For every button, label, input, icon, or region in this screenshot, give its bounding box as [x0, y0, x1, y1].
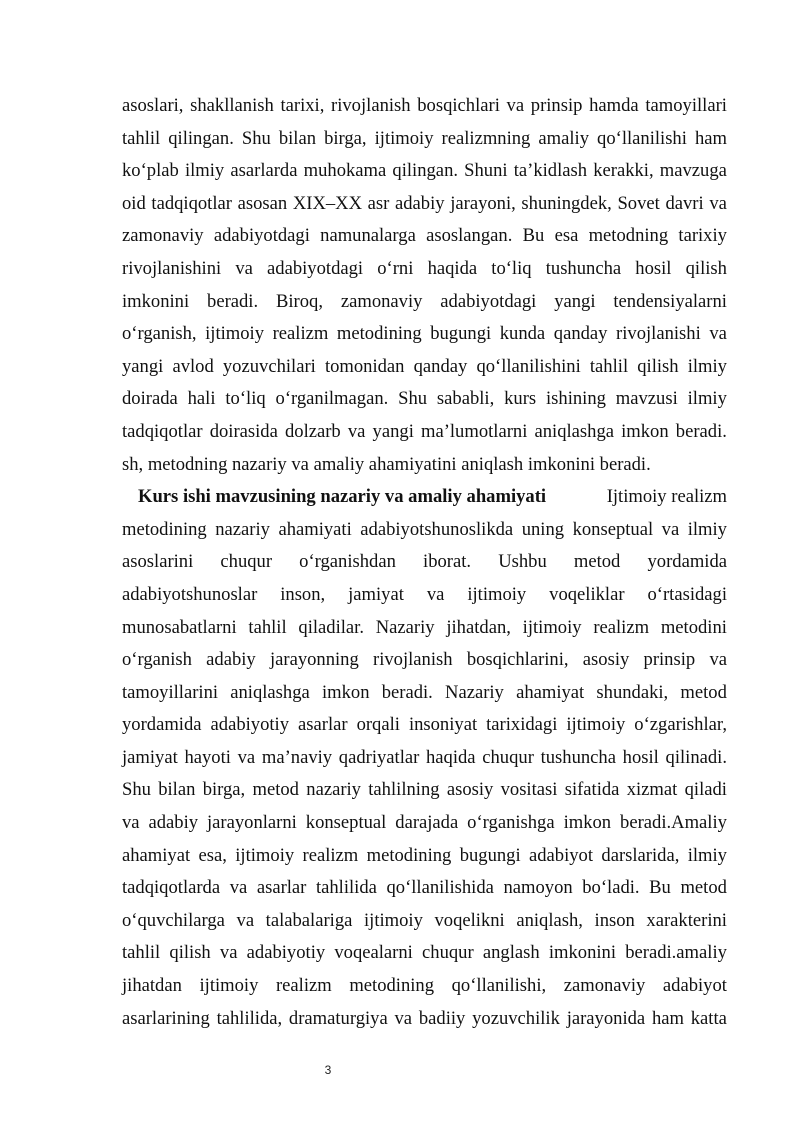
word: XIX–XX: [292, 192, 363, 214]
word: ahamiyati: [278, 518, 352, 540]
word: ilmiy: [687, 388, 727, 410]
word: ijtimoiy: [467, 583, 527, 605]
word: tomonidan: [324, 355, 405, 377]
word: va: [237, 746, 256, 768]
word: ma’naviy: [261, 746, 333, 768]
word: namoyon: [503, 877, 573, 899]
word: qilish: [637, 355, 679, 377]
word: tadqiqotlar: [122, 420, 203, 442]
word: tarixiy: [678, 225, 727, 247]
word: shundaki,: [596, 681, 669, 703]
text-line: [122, 709, 727, 742]
word: chuqur: [482, 746, 534, 768]
word: o‘rganish,: [122, 323, 197, 345]
word: ham: [651, 1007, 684, 1029]
word: shakllanish: [190, 95, 274, 116]
word: metod: [680, 681, 727, 703]
text-line: sh, metodning nazariy va amaliy ahamiyatini aniqlash imkonini beradi.: [122, 453, 651, 475]
word: o‘rganish: [122, 649, 192, 671]
word: Shu: [122, 779, 151, 801]
word: hosil: [622, 746, 659, 768]
text-line: [122, 840, 727, 873]
word: yordamida: [647, 551, 727, 573]
word: aniqlash,: [516, 909, 583, 931]
word: o‘rganilmagan.: [275, 388, 389, 410]
word: realizm: [302, 844, 359, 866]
text-line: [122, 253, 727, 286]
word: jihatdan: [122, 975, 182, 997]
word: ijtimoiy: [363, 909, 423, 931]
word: qanday: [553, 323, 608, 345]
word: asoslari,: [122, 95, 184, 116]
word: chuqur: [220, 551, 273, 573]
word: jamiyat: [348, 583, 404, 605]
word: katta: [690, 1007, 727, 1029]
word: asarlar: [298, 714, 348, 736]
text-line: [122, 937, 727, 970]
word: adabiyotshunoslikda: [360, 518, 514, 540]
text-line: [122, 351, 727, 384]
word: va: [709, 649, 727, 671]
text-line: [122, 514, 727, 547]
word: metodini: [660, 616, 727, 638]
text-line: [122, 774, 727, 807]
word: o‘rni: [377, 257, 414, 279]
word: shuningdek,: [521, 192, 612, 214]
word: adabiyotiy: [246, 942, 326, 964]
word: va: [219, 942, 238, 964]
word: munosabatlarni: [122, 616, 237, 638]
text-line: [122, 155, 727, 188]
word: nazariy: [215, 518, 270, 540]
word: qilingan.: [168, 127, 234, 149]
word: adabiyotdagi: [440, 290, 537, 312]
word: bugungi: [430, 323, 492, 345]
word: adabiy: [148, 812, 199, 834]
word: metod: [573, 551, 621, 573]
word: sifatida: [564, 779, 620, 801]
word: haqida: [426, 746, 476, 768]
word: realizm: [272, 323, 329, 345]
word: ahamiyat: [122, 844, 191, 866]
word: talabalariga: [265, 909, 353, 931]
word: metodining: [349, 975, 435, 997]
word: hali: [187, 388, 216, 410]
word: tahlil: [122, 942, 161, 964]
word: Nazariy: [445, 681, 504, 703]
word: realizm: [593, 616, 650, 638]
word: asosiy: [446, 779, 494, 801]
word: nazariy: [306, 779, 361, 801]
word: hamda: [589, 95, 639, 116]
paragraph: [122, 90, 727, 481]
word: yozuvchilik: [472, 1007, 560, 1029]
word: xizmat: [626, 779, 678, 801]
text-line: [122, 546, 727, 579]
word: ijtimoiy: [566, 714, 626, 736]
word: asr: [367, 192, 390, 214]
word: qilish: [169, 942, 211, 964]
text-line: [122, 286, 727, 319]
word: beradi.: [207, 290, 259, 312]
word: darslarida,: [601, 844, 680, 866]
word: ilmiy: [687, 844, 727, 866]
word: imkon: [321, 681, 370, 703]
section-heading: Kurs ishi mavzusining nazariy va amaliy ahamiyati: [138, 486, 547, 508]
word: muhokama: [303, 160, 387, 182]
word: ko‘plab: [122, 160, 179, 182]
text-line: [122, 220, 727, 253]
text-line: [122, 612, 727, 645]
word: amaliy: [538, 127, 589, 149]
word: imkonini: [548, 942, 617, 964]
word: tarixi,: [280, 95, 325, 116]
word: dramaturgiya: [288, 1007, 388, 1029]
text-line: [122, 318, 727, 351]
word: yordamida: [122, 714, 202, 736]
word: prinsip: [643, 649, 696, 671]
word: bo‘ladi.: [582, 877, 640, 899]
word: yangi: [372, 420, 414, 442]
word: iborat.: [423, 551, 472, 573]
word: adabiyot: [529, 844, 594, 866]
word: jamiyat: [122, 746, 178, 768]
word: qo‘llanilishida: [386, 877, 494, 899]
word: tahlilida: [315, 877, 377, 899]
word: va: [394, 1007, 413, 1029]
word: beradi.amaliy: [625, 942, 727, 964]
word: adabiyotiy: [210, 714, 290, 736]
word: Nazariy: [375, 616, 435, 638]
word: bosqichlari: [417, 95, 500, 116]
word: ijtimoiy: [199, 975, 259, 997]
word: ishining: [546, 388, 606, 410]
word: haqida: [427, 257, 478, 279]
word: metod: [252, 779, 299, 801]
word: Shu: [241, 127, 271, 149]
word: metodining: [336, 323, 422, 345]
word: o‘zgarishlar,: [634, 714, 727, 736]
text-line: [122, 644, 727, 677]
word: namunalarga: [320, 225, 416, 247]
text-line: [122, 872, 727, 905]
word: konseptual: [305, 812, 387, 834]
word: qiladi: [684, 779, 727, 801]
text-line: [122, 905, 727, 938]
heading-line: [122, 481, 727, 514]
word: realizm: [275, 975, 332, 997]
word: prinsip: [530, 95, 583, 116]
word: zamonaviy: [122, 225, 204, 247]
word: imkon: [563, 812, 612, 834]
word: va: [506, 95, 525, 116]
word: va: [236, 909, 255, 931]
word: Shuni: [464, 160, 508, 182]
word: hayoti: [184, 746, 231, 768]
word: anglash: [482, 942, 540, 964]
word: qo‘llanilishi: [597, 127, 687, 149]
word: adabiyotdagi: [213, 225, 310, 247]
text-line: [122, 123, 727, 156]
word: ahamiyat: [516, 681, 585, 703]
text-line: [122, 416, 727, 449]
word: avlod: [172, 355, 214, 377]
word: davri: [665, 192, 704, 214]
word: badiiy: [418, 1007, 466, 1029]
word: zamonaviy: [563, 975, 646, 997]
word: asarlar: [256, 877, 307, 899]
word: hosil: [635, 257, 672, 279]
word: sababli,: [436, 388, 495, 410]
word: realizmning: [441, 127, 531, 149]
word: qo‘llanilishini: [476, 355, 581, 377]
word: tahlilning: [368, 779, 440, 801]
page-number: 3: [324, 1063, 332, 1077]
word: tadqiqotlarda: [122, 877, 221, 899]
word: doirasida: [209, 420, 278, 442]
word: voqealarni: [334, 942, 413, 964]
word: yangi: [554, 290, 596, 312]
word: ijtimoiy: [235, 844, 295, 866]
word: jarayonida: [566, 1007, 646, 1029]
word: va: [235, 257, 253, 279]
word: adabiyotshunoslar: [122, 583, 258, 605]
word: Sovet: [617, 192, 660, 214]
word: metodining: [122, 518, 207, 540]
word: rivojlanishini: [122, 257, 222, 279]
word: ijtimoiy: [374, 127, 434, 149]
word: Shu: [398, 388, 428, 410]
text-line: [122, 677, 727, 710]
word: va: [709, 323, 727, 345]
word: adabiy: [395, 192, 445, 214]
text-line: [122, 90, 727, 123]
paragraph: [122, 514, 727, 1036]
word: qadriyatlar: [338, 746, 420, 768]
word: tadqiqotlar: [151, 192, 232, 214]
word: jarayonlarni: [207, 812, 297, 834]
word: metod: [680, 877, 727, 899]
word: doirada: [122, 388, 178, 410]
word: jihatdan,: [446, 616, 511, 638]
word: tahlil: [248, 616, 287, 638]
word: imkonini: [122, 290, 190, 312]
document-body: [122, 90, 727, 1035]
word: va: [661, 518, 680, 540]
word: aniqlashga: [230, 681, 310, 703]
word: ta’kidlash: [513, 160, 588, 182]
word: birga,: [324, 127, 367, 149]
word: qilinadi.: [665, 746, 727, 768]
word: tushuncha: [545, 257, 622, 279]
word: jarayonning: [269, 649, 359, 671]
word: xarakterini: [646, 909, 727, 931]
text-line: [122, 383, 727, 416]
word: o‘rganishga: [467, 812, 555, 834]
word: birga,: [202, 779, 246, 801]
word: ijtimoiy: [522, 616, 582, 638]
word: bilan: [158, 779, 196, 801]
word: voqelikni: [434, 909, 505, 931]
text-line: [122, 188, 727, 221]
word: konseptual: [572, 518, 654, 540]
word: mavzusi: [615, 388, 678, 410]
text-line: [122, 742, 727, 775]
word: ma’lumotlarni: [420, 420, 528, 442]
word: tarixidagi: [486, 714, 558, 736]
word: Biroq,: [275, 290, 323, 312]
word: voqeliklar: [549, 583, 625, 605]
word: rivojlanish: [373, 649, 453, 671]
word: asarlarda: [230, 160, 298, 182]
word: tahlilida,: [216, 1007, 283, 1029]
word: oid: [122, 192, 146, 214]
word: kunda: [499, 323, 546, 345]
word: bilan: [278, 127, 317, 149]
word: insoniyat: [408, 714, 478, 736]
word: rivojlanishi: [616, 323, 701, 345]
word: va: [347, 420, 366, 442]
word: tamoyillari: [645, 95, 727, 116]
word: vositasi: [500, 779, 558, 801]
word: to‘liq: [491, 257, 532, 279]
word: to‘liq: [225, 388, 266, 410]
word: tushuncha: [540, 746, 616, 768]
word: asoslarini: [122, 551, 194, 573]
word: asosan: [237, 192, 288, 214]
word: metodning: [588, 225, 669, 247]
word: darajada: [395, 812, 459, 834]
word: imkon: [621, 420, 669, 442]
text-line: [122, 579, 727, 612]
heading-continuation: Ijtimoiy realizm: [606, 486, 727, 508]
word: Bu: [649, 877, 671, 899]
word: uning: [521, 518, 565, 540]
word: o‘rganishdan: [299, 551, 396, 573]
text-line: [122, 970, 727, 1003]
word: kerakki,: [593, 160, 654, 182]
word: ham: [694, 127, 727, 149]
word: beradi.: [675, 420, 727, 442]
word: qilingan.: [392, 160, 459, 182]
word: esa: [554, 225, 579, 247]
word: qiladilar.: [298, 616, 364, 638]
word: qanday: [413, 355, 468, 377]
word: kurs: [504, 388, 537, 410]
word: beradi.Amaliy: [620, 812, 727, 834]
word: va: [122, 812, 140, 834]
word: tahlil: [122, 127, 161, 149]
word: ijtimoiy: [205, 323, 265, 345]
word: esa,: [198, 844, 227, 866]
word: asoslangan.: [426, 225, 513, 247]
word: o‘rtasidagi: [647, 583, 727, 605]
word: adabiyotdagi: [267, 257, 364, 279]
word: inson,: [280, 583, 326, 605]
word: qilish: [685, 257, 727, 279]
word: o‘quvchilarga: [122, 909, 225, 931]
word: beradi.: [381, 681, 433, 703]
word: tahlil: [589, 355, 629, 377]
word: va: [426, 583, 445, 605]
word: asosiy: [582, 649, 630, 671]
word: qo‘llanilishi,: [451, 975, 547, 997]
text-line: [122, 1003, 727, 1036]
word: adabiyot: [662, 975, 727, 997]
word: chuqur: [422, 942, 474, 964]
word: bosqichlarini,: [466, 649, 569, 671]
word: va: [229, 877, 248, 899]
word: dolzarb: [284, 420, 341, 442]
word: va: [709, 192, 727, 214]
word: aniqlashga: [534, 420, 614, 442]
word: zamonaviy: [340, 290, 423, 312]
word: ilmiy: [184, 160, 225, 182]
word: ilmiy: [687, 355, 727, 377]
word: bugungi: [459, 844, 521, 866]
word: adabiy: [206, 649, 256, 671]
word: mavzuga: [659, 160, 727, 182]
word: inson: [594, 909, 635, 931]
word: rivojlanish: [331, 95, 411, 116]
word: orqali: [356, 714, 400, 736]
word: asarlarining: [122, 1007, 210, 1029]
word: tendensiyalarni: [613, 290, 727, 312]
word: ilmiy: [687, 518, 727, 540]
text-line: [122, 807, 727, 840]
word: yangi: [122, 355, 164, 377]
word: Bu: [522, 225, 545, 247]
word: tamoyillarini: [122, 681, 219, 703]
word: metodining: [366, 844, 452, 866]
word: jarayoni,: [450, 192, 516, 214]
word: Ushbu: [498, 551, 547, 573]
word: yozuvchilari: [222, 355, 316, 377]
